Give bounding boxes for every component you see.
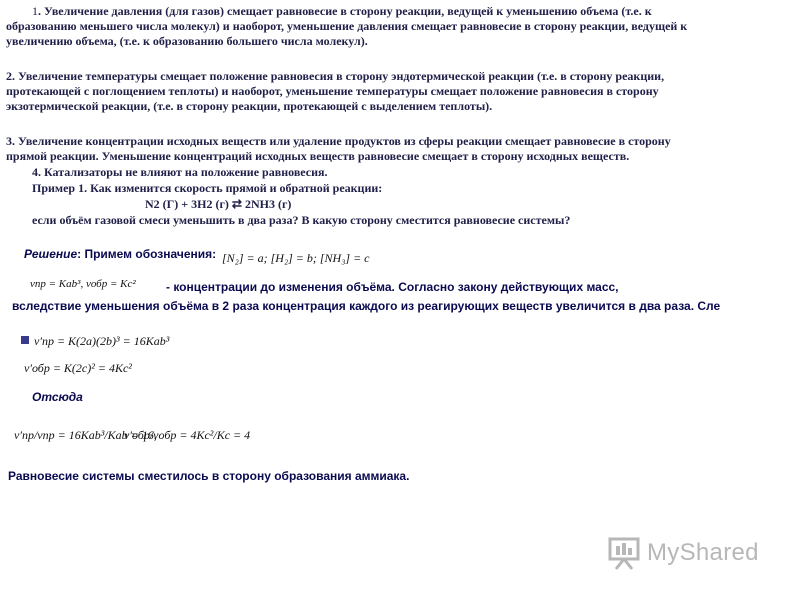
myshared-watermark	[607, 535, 759, 571]
solution-label-rest: : Примем обозначения:	[77, 247, 217, 261]
conclusion-text: Равновесие системы сместилось в сторону образования аммиака.	[8, 469, 410, 483]
paragraph-3-number: 3	[6, 134, 12, 148]
paragraph-1-number: 1	[32, 4, 38, 18]
theory-paragraph-3	[6, 134, 796, 164]
paragraph-2-line-3: экзотермической реакции, (т.е. в сторону реакции, протекающей с выделением теплоты).	[6, 99, 493, 113]
concentration-text: - концентрации до изменения объёма. Согласно закону действующих масс,	[166, 280, 619, 294]
paragraph-1-line-3: увеличению объема, (т.е. к образованию большего числа молекул).	[6, 34, 368, 48]
bullet-marker	[21, 336, 29, 344]
paragraph-1-line-2: образованию меньшего числа молекул) и наоборот, уменьшение давления смещает равновесие в сторону реакции, ведущей к	[6, 19, 688, 33]
volume-reduction-text: вследствие уменьшения объёма в 2 раза концентрация каждого из реагирующих веществ увеличится в два раза. Сле	[12, 299, 721, 313]
solution-heading	[24, 247, 216, 261]
example-question: если объём газовой смеси уменьшить в два раза? В какую сторону сместится равновесие системы?	[32, 213, 571, 227]
hence-label: Отсюда	[32, 390, 83, 404]
reaction-equation: N2 (Г) + 3H2 (г) ⇄ 2NH3 (г)	[145, 197, 292, 211]
paragraph-2-line-1: 2. Увеличение температуры смещает положение равновесия в сторону эндотермической реакции (т.е. в сторону реакции,	[6, 69, 665, 83]
paragraph-2-line-2: протекающей с поглощением теплоты) и наоборот, уменьшение температуры смещает положение равновесия в сторону	[6, 84, 659, 98]
solution-label: Решение	[24, 247, 78, 261]
paragraph-3-line-1: 3. Увеличение концентрации исходных веществ или удаление продуктов из сферы реакции смещает равновесие в сторону	[6, 134, 671, 148]
notation-formula: [N₂] = a; [H₂] = b; [NH₃] = c	[222, 251, 370, 265]
example-title: Пример 1. Как изменится скорость прямой и обратной реакции:	[32, 181, 383, 195]
new-reverse-rate: ν′обр = K(2c)² = 4Kc²	[24, 361, 132, 375]
presentation-board-icon	[607, 535, 641, 571]
theory-paragraph-4: 4. Катализаторы не влияют на положение равновесия.	[32, 165, 328, 179]
paragraph-3-line-2: прямой реакции. Уменьшение концентраций исходных веществ равновесие смещает в сторону исходных веществ.	[6, 149, 630, 163]
watermark-text: MyShared	[647, 539, 759, 566]
theory-paragraph-2	[6, 69, 796, 114]
new-forward-rate: ν′пр = K(2a)(2b)³ = 16Kab³	[34, 334, 170, 348]
ratio-forward: ν′пр/νпр = 16Kab³/Kab = 16,	[14, 428, 157, 442]
paragraph-1-line-1: 1. Увеличение давления (для газов) смещает равновесие в сторону реакции, ведущей к уменьшению объема (т.е. к	[32, 4, 652, 18]
rate-formula: νпр = Kab³, νобр = Kc²	[30, 278, 136, 290]
ratio-reverse: ν′обр/νобр = 4Kc²/Kc = 4	[124, 428, 251, 442]
theory-paragraph-1	[6, 4, 792, 49]
